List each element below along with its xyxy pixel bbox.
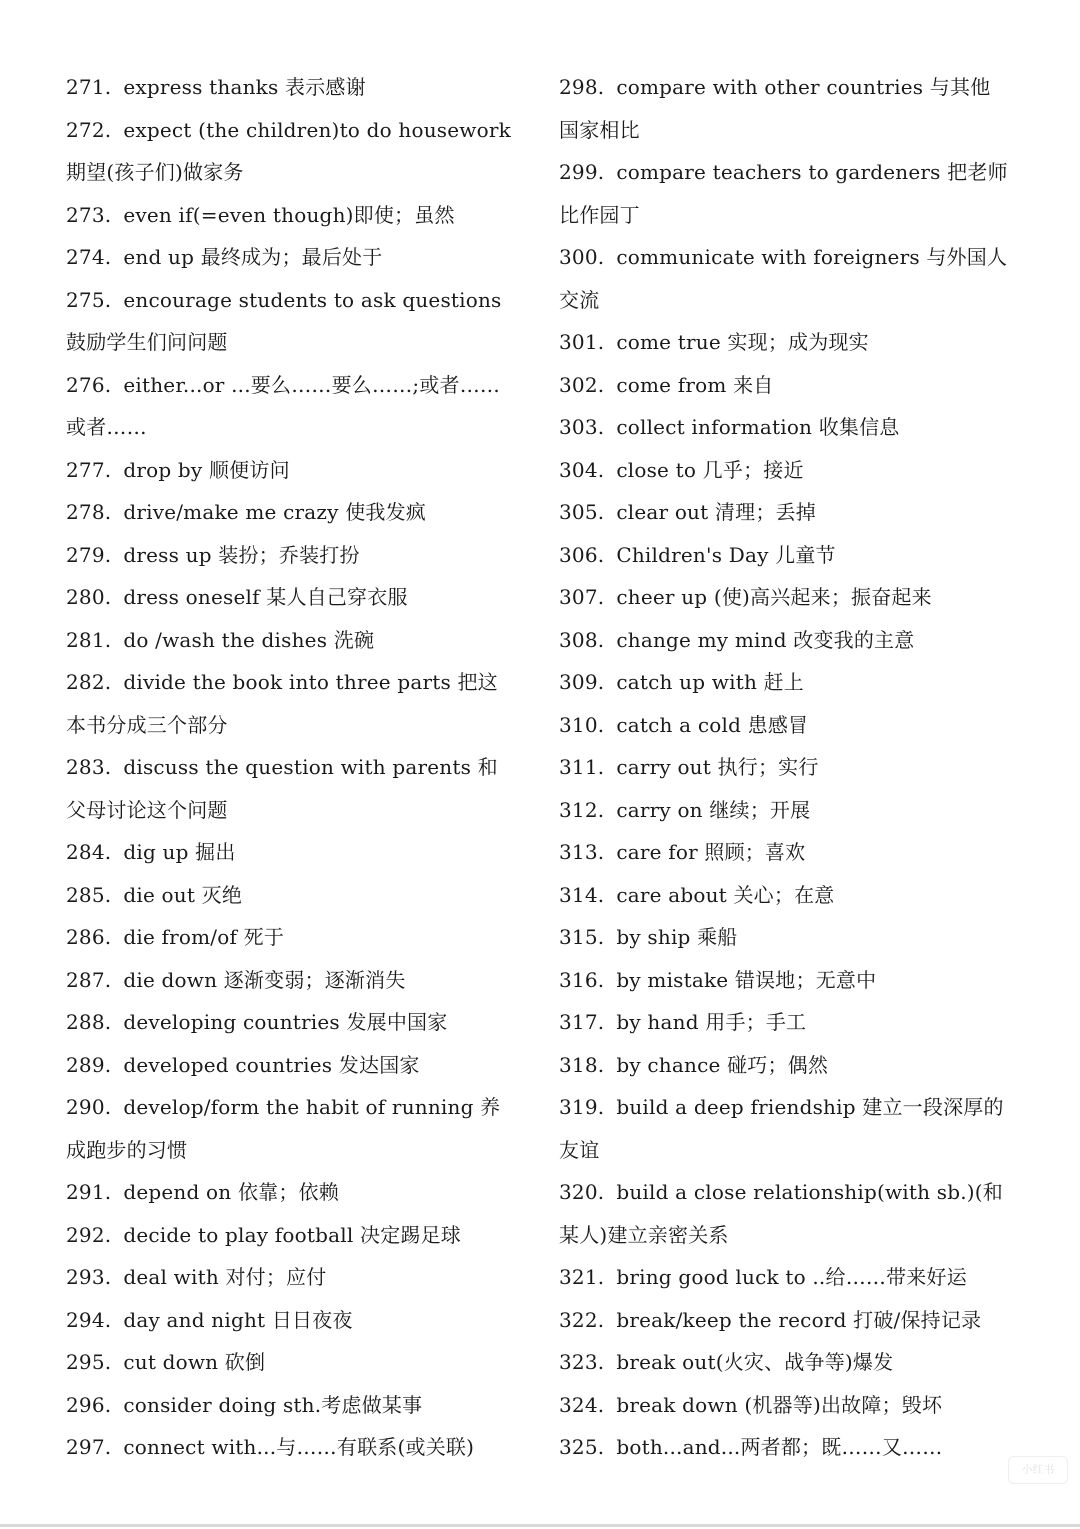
entry-number: 314. — [559, 882, 605, 907]
phrase-entry-301 — [559, 321, 1009, 364]
entry-number: 289. — [66, 1052, 112, 1077]
entry-text: developed countries 发达国家 — [123, 1052, 420, 1077]
entry-number: 286. — [66, 925, 112, 949]
phrase-entry-285 — [66, 874, 511, 917]
entry-text: develop/form the habit of running 养成跑步的习惯 — [66, 1095, 501, 1162]
entry-number: 276. — [66, 372, 112, 397]
phrase-entry-274 — [66, 236, 511, 279]
entry-text: end up 最终成为；最后处于 — [123, 245, 383, 269]
entry-text: either...or ...要么……要么……;或者……或者…… — [66, 372, 501, 439]
entry-text: by ship 乘船 — [616, 925, 738, 949]
phrase-entry-316 — [559, 959, 1009, 1002]
entry-text: both...and...两者都；既……又…… — [616, 1435, 943, 1459]
entry-text: by hand 用手；手工 — [616, 1010, 807, 1034]
entry-text: come from 来自 — [616, 372, 774, 397]
phrase-entry-325 — [559, 1426, 1009, 1469]
phrase-entry-296 — [66, 1384, 511, 1427]
entry-number: 322. — [559, 1307, 605, 1332]
entry-text: break out(火灾、战争等)爆发 — [616, 1350, 894, 1374]
phrase-entry-302 — [559, 364, 1009, 407]
entry-number: 303. — [559, 415, 605, 439]
entry-text: by mistake 错误地；无意中 — [616, 967, 877, 992]
phrase-entry-289 — [66, 1044, 511, 1087]
entry-text: carry on 继续；开展 — [616, 797, 811, 822]
phrase-entry-321 — [559, 1256, 1009, 1299]
entry-text: carry out 执行；实行 — [616, 755, 819, 779]
entry-number: 307. — [559, 585, 605, 609]
entry-number: 315. — [559, 925, 605, 949]
phrase-entry-299 — [559, 151, 1009, 236]
entry-number: 283. — [66, 755, 112, 779]
entry-text: compare teachers to gardeners 把老师比作园丁 — [559, 160, 1008, 227]
entry-text: Children's Day 儿童节 — [616, 542, 836, 567]
entry-text: dress up 装扮；乔装打扮 — [123, 542, 360, 567]
phrase-entry-271 — [66, 66, 511, 109]
entry-text: dress oneself 某人自己穿衣服 — [123, 585, 408, 609]
entry-number: 319. — [559, 1095, 605, 1119]
entry-number: 317. — [559, 1010, 605, 1034]
phrase-entry-312 — [559, 789, 1009, 832]
entry-number: 299. — [559, 160, 605, 184]
entry-number: 297. — [66, 1435, 112, 1459]
phrase-entry-324 — [559, 1384, 1009, 1427]
entry-number: 271. — [66, 75, 112, 99]
phrase-entry-317 — [559, 1001, 1009, 1044]
phrase-entry-319 — [559, 1086, 1009, 1171]
watermark-logo: 小红书 — [1008, 1456, 1068, 1484]
entry-number: 291. — [66, 1180, 112, 1204]
entry-text: day and night 日日夜夜 — [123, 1307, 353, 1332]
entry-text: deal with 对付；应付 — [123, 1265, 327, 1289]
entry-number: 290. — [66, 1095, 112, 1119]
entry-number: 324. — [559, 1392, 605, 1417]
entry-number: 325. — [559, 1435, 605, 1459]
phrase-entry-280 — [66, 576, 511, 619]
entry-text: bring good luck to ..给……带来好运 — [616, 1265, 967, 1289]
entry-number: 281. — [66, 627, 112, 652]
phrase-entry-278 — [66, 491, 511, 534]
phrase-entry-273 — [66, 194, 511, 237]
entry-text: even if(=even though)即使；虽然 — [123, 202, 455, 227]
entry-number: 293. — [66, 1265, 112, 1289]
entry-number: 305. — [559, 500, 605, 524]
entry-number: 321. — [559, 1265, 605, 1289]
entry-text: die from/of 死于 — [123, 925, 285, 949]
phrase-entry-281 — [66, 619, 511, 662]
entry-text: come true 实现；成为现实 — [616, 330, 869, 354]
entry-number: 298. — [559, 75, 605, 99]
entry-text: build a deep friendship 建立一段深厚的友谊 — [559, 1095, 1004, 1162]
entry-number: 320. — [559, 1180, 605, 1204]
entry-number: 323. — [559, 1350, 605, 1374]
entry-text: close to 几乎；接近 — [616, 457, 804, 482]
entry-text: drop by 顺便访问 — [123, 457, 290, 482]
phrase-entry-292 — [66, 1214, 511, 1257]
entry-text: expect (the children)to do housework 期望(孩子们)做家务 — [66, 117, 511, 184]
entry-number: 280. — [66, 585, 112, 609]
entry-text: by chance 碰巧；偶然 — [616, 1052, 829, 1077]
entry-number: 300. — [559, 245, 605, 269]
entry-text: cheer up (使)高兴起来；振奋起来 — [616, 585, 932, 609]
entry-number: 294. — [66, 1307, 112, 1332]
entry-text: divide the book into three parts 把这本书分成三个部分 — [66, 670, 498, 737]
phrase-entry-297 — [66, 1426, 511, 1469]
phrase-entry-282 — [66, 661, 511, 746]
phrase-entry-272 — [66, 109, 511, 194]
entry-number: 272. — [66, 117, 112, 142]
entry-text: care for 照顾；喜欢 — [616, 840, 806, 864]
phrase-entry-298 — [559, 66, 1009, 151]
phrase-entry-307 — [559, 576, 1009, 619]
phrase-entry-315 — [559, 916, 1009, 959]
entry-number: 285. — [66, 882, 112, 907]
entry-text: do /wash the dishes 洗碗 — [123, 627, 375, 652]
right-column — [559, 66, 1009, 1469]
phrase-entry-305 — [559, 491, 1009, 534]
entry-number: 302. — [559, 372, 605, 397]
left-column — [66, 66, 511, 1469]
entry-number: 287. — [66, 967, 112, 992]
phrase-entry-314 — [559, 874, 1009, 917]
phrase-entry-293 — [66, 1256, 511, 1299]
phrase-entry-290 — [66, 1086, 511, 1171]
entry-number: 312. — [559, 797, 605, 822]
entry-number: 295. — [66, 1350, 112, 1374]
entry-number: 304. — [559, 457, 605, 482]
entry-text: depend on 依靠；依赖 — [123, 1180, 339, 1204]
entry-text: discuss the question with parents 和父母讨论这个问题 — [66, 755, 498, 822]
entry-number: 311. — [559, 755, 605, 779]
entry-number: 301. — [559, 330, 605, 354]
entry-text: care about 关心；在意 — [616, 882, 835, 907]
entry-number: 318. — [559, 1052, 605, 1077]
entry-text: communicate with foreigners 与外国人交流 — [559, 245, 1008, 312]
entry-number: 275. — [66, 287, 112, 312]
phrase-entry-284 — [66, 831, 511, 874]
phrase-entry-318 — [559, 1044, 1009, 1087]
phrase-entry-300 — [559, 236, 1009, 321]
phrase-entry-279 — [66, 534, 511, 577]
entry-text: cut down 砍倒 — [123, 1350, 266, 1374]
phrase-entry-288 — [66, 1001, 511, 1044]
entry-text: break/keep the record 打破/保持记录 — [616, 1307, 982, 1332]
entry-number: 308. — [559, 627, 605, 652]
phrase-entry-309 — [559, 661, 1009, 704]
phrase-entry-311 — [559, 746, 1009, 789]
phrase-entry-277 — [66, 449, 511, 492]
entry-text: change my mind 改变我的主意 — [616, 627, 915, 652]
entry-number: 313. — [559, 840, 605, 864]
entry-number: 309. — [559, 670, 605, 694]
phrase-entry-313 — [559, 831, 1009, 874]
phrase-entry-287 — [66, 959, 511, 1002]
entry-text: build a close relationship(with sb.)(和某人)建立亲密关系 — [559, 1180, 1003, 1247]
phrase-entry-308 — [559, 619, 1009, 662]
entry-number: 273. — [66, 202, 112, 227]
entry-number: 292. — [66, 1222, 112, 1247]
entry-number: 277. — [66, 457, 112, 482]
bottom-divider — [0, 1524, 1080, 1527]
entry-text: connect with...与……有联系(或关联) — [123, 1435, 475, 1459]
phrase-entry-310 — [559, 704, 1009, 747]
entry-text: catch up with 赶上 — [616, 670, 804, 694]
entry-number: 279. — [66, 542, 112, 567]
phrase-entry-306 — [559, 534, 1009, 577]
entry-text: collect information 收集信息 — [616, 415, 900, 439]
phrase-entry-276 — [66, 364, 511, 449]
entry-text: compare with other countries 与其他国家相比 — [559, 75, 991, 142]
entry-number: 288. — [66, 1010, 112, 1034]
phrase-entry-275 — [66, 279, 511, 364]
entry-text: decide to play football 决定踢足球 — [123, 1222, 461, 1247]
phrase-entry-286 — [66, 916, 511, 959]
entry-text: catch a cold 患感冒 — [616, 712, 809, 737]
phrase-entry-320 — [559, 1171, 1009, 1256]
phrase-entry-322 — [559, 1299, 1009, 1342]
phrase-entry-295 — [66, 1341, 511, 1384]
entry-text: express thanks 表示感谢 — [123, 75, 366, 99]
entry-text: consider doing sth.考虑做某事 — [123, 1392, 423, 1417]
phrase-entry-304 — [559, 449, 1009, 492]
entry-number: 278. — [66, 500, 112, 524]
entry-number: 316. — [559, 967, 605, 992]
phrase-entry-283 — [66, 746, 511, 831]
entry-number: 306. — [559, 542, 605, 567]
entry-text: dig up 掘出 — [123, 840, 236, 864]
phrase-entry-303 — [559, 406, 1009, 449]
phrase-entry-294 — [66, 1299, 511, 1342]
entry-text: die out 灭绝 — [123, 882, 243, 907]
entry-text: drive/make me crazy 使我发疯 — [123, 500, 427, 524]
entry-number: 296. — [66, 1392, 112, 1417]
phrase-entry-291 — [66, 1171, 511, 1214]
entry-text: clear out 清理；丢掉 — [616, 500, 816, 524]
entry-text: die down 逐渐变弱；逐渐消失 — [123, 967, 406, 992]
entry-number: 310. — [559, 712, 605, 737]
entry-text: developing countries 发展中国家 — [123, 1010, 448, 1034]
entry-number: 274. — [66, 245, 112, 269]
phrase-entry-323 — [559, 1341, 1009, 1384]
entry-number: 282. — [66, 670, 112, 694]
entry-text: encourage students to ask questions 鼓励学生们问问题 — [66, 287, 502, 354]
entry-number: 284. — [66, 840, 112, 864]
entry-text: break down (机器等)出故障；毁坏 — [616, 1392, 943, 1417]
